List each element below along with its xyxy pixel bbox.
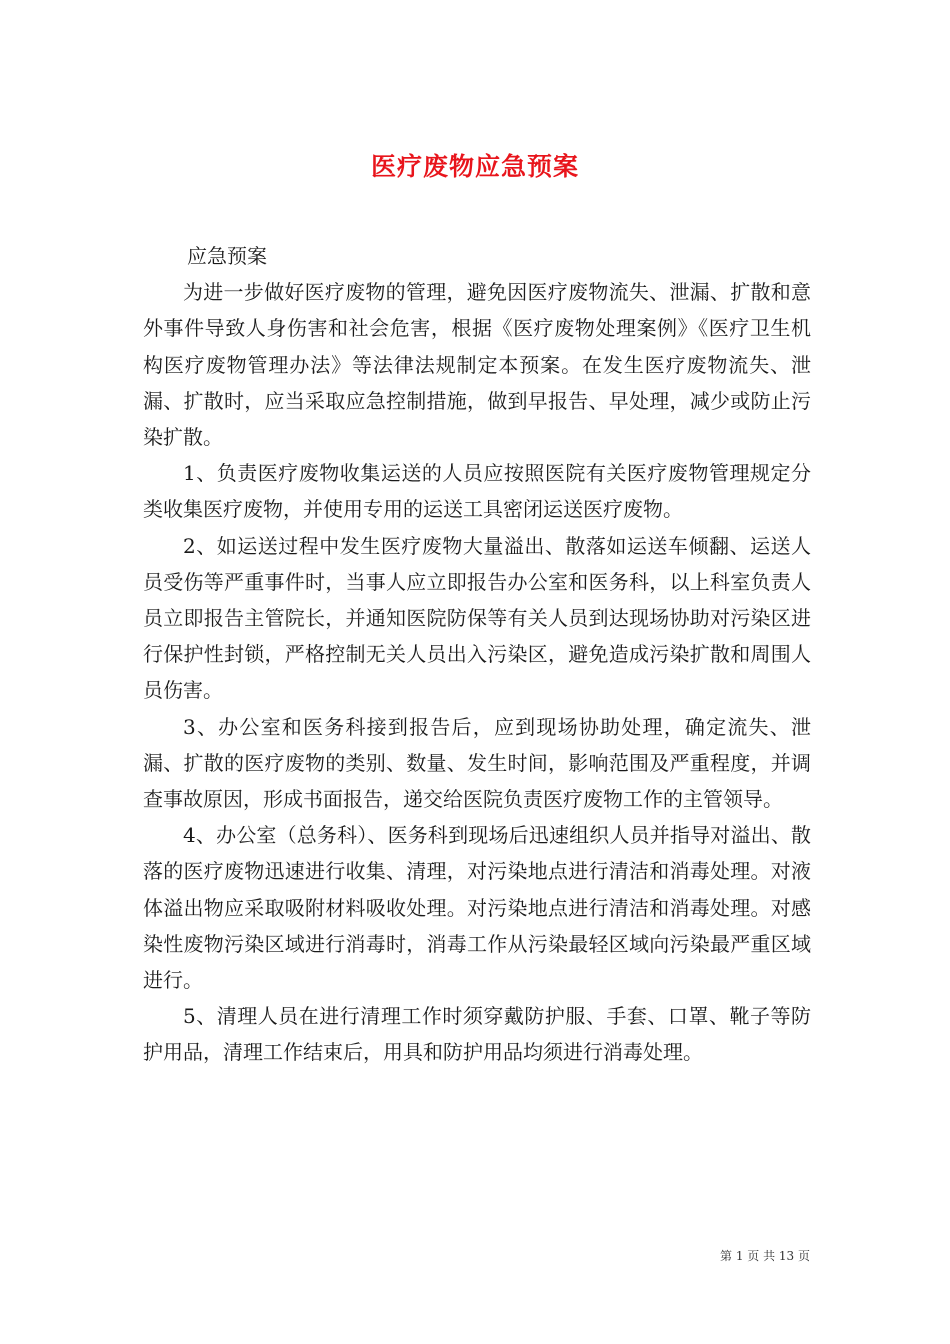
document-body — [143, 238, 811, 1071]
paragraph-item-3: 3、办公室和医务科接到报告后，应到现场协助处理，确定流失、泄漏、扩散的医疗废物的类别、数量、发生时间，影响范围及严重程度，并调查事故原因，形成书面报告，递交给医院负责医疗废物工作的主管领导。 — [143, 714, 811, 812]
paragraph-item-2: 2、如运送过程中发生医疗废物大量溢出、散落如运送车倾翻、运送人员受伤等严重事件时，当事人应立即报告办公室和医务科，以上科室负责人员立即报告主管院长，并通知医院防保等有关人员到达现场协助对污染区进行保护性封锁，严格控制无关人员出入污染区，避免造成污染扩散和周围人员伤害。 — [143, 533, 811, 703]
section-subheading: 应急预案 — [187, 244, 267, 268]
paragraph-item-5: 5、清理人员在进行清理工作时须穿戴防护服、手套、口罩、靴子等防护用品，清理工作结束后，用具和防护用品均须进行消毒处理。 — [143, 1004, 811, 1065]
paragraph-item-1: 1、负责医疗废物收集运送的人员应按照医院有关医疗废物管理规定分类收集医疗废物，并使用专用的运送工具密闭运送医疗废物。 — [143, 461, 811, 522]
page-number-footer: 第 1 页 共 13 页 — [720, 1249, 810, 1263]
page-title: 医疗废物应急预案 — [370, 151, 579, 181]
intro-paragraph: 为进一步做好医疗废物的管理，避免因医疗废物流失、泄漏、扩散和意外事件导致人身伤害和社会危害，根据《医疗废物处理案例》《医疗卫生机构医疗废物管理办法》等法律法规制定本预案。在发生医疗废物流失、泄漏、扩散时，应当采取应急控制措施，做到早报告、早处理，减少或防止污染扩散。 — [143, 280, 811, 450]
paragraph-item-4: 4、办公室（总务科）、医务科到现场后迅速组织人员并指导对溢出、散落的医疗废物迅速进行收集、清理，对污染地点进行清洁和消毒处理。对液体溢出物应采取吸附材料吸收处理。对污染地点进行清洁和消毒处理。对感染性废物污染区域进行消毒时，消毒工作从污染最轻区域向污染最严重区域进行。 — [143, 823, 811, 993]
